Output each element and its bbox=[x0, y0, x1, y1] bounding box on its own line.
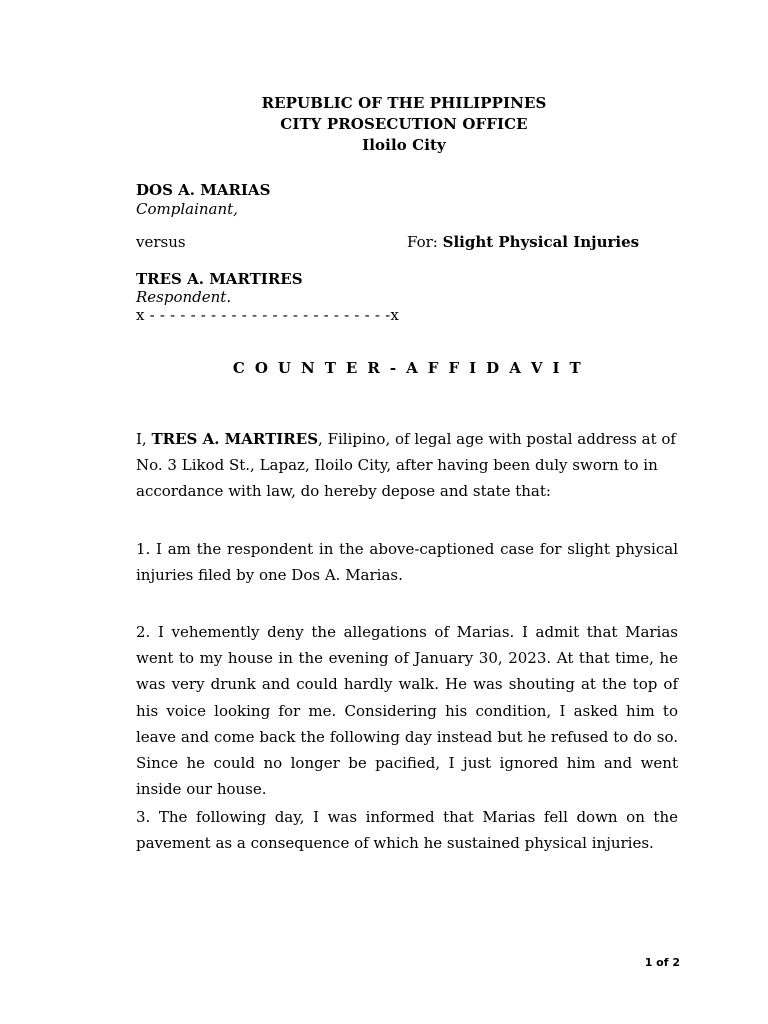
header-office: CITY PROSECUTION OFFICE bbox=[280, 115, 528, 133]
document-header bbox=[0, 93, 768, 156]
intro-paragraph bbox=[136, 426, 678, 505]
respondent-role: Respondent. bbox=[136, 288, 232, 306]
header-city: Iloilo City bbox=[362, 136, 446, 154]
caption-separator: x - - - - - - - - - - - - - - - - - - - - - - - -x bbox=[136, 306, 399, 324]
intro-prefix: I, bbox=[136, 430, 152, 448]
offense-line bbox=[407, 232, 639, 253]
offense-name: Slight Physical Injuries bbox=[442, 233, 640, 251]
intro-text: , Filipino, of legal age with postal address at of No. 3 Likod St., Lapaz, Iloilo City, after having been duly sworn to in accordance with law, do hereby depose and state that: bbox=[136, 430, 676, 501]
for-label: For: bbox=[407, 233, 443, 251]
paragraph-2: 2. I vehemently deny the allegations of Marias. I admit that Marias went to my house in the evening of January 30, 2023. At that time, he was very drunk and could hardly walk. He was shouting at the top of his voice looking for me. Considering his condition, I asked him to leave and come back the following day instead but he refused to do so. Since he could no longer be pacified, I just ignored him and went inside our house. bbox=[136, 623, 678, 799]
page-number: 1 of 2 bbox=[644, 956, 680, 969]
respondent-name: TRES A. MARTIRES bbox=[136, 270, 303, 288]
paragraph-3: 3. The following day, I was informed that Marias fell down on the pavement as a consequence of which he sustained physical injuries. bbox=[136, 808, 678, 853]
paragraph-1: 1. I am the respondent in the above-captioned case for slight physical injuries filed by one Dos A. Marias. bbox=[136, 540, 678, 585]
document-title: C O U N T E R - A F F I D A V I T bbox=[232, 359, 584, 377]
complainant-role: Complainant, bbox=[136, 200, 238, 218]
header-republic: REPUBLIC OF THE PHILIPPINES bbox=[261, 94, 547, 112]
complainant-name: DOS A. MARIAS bbox=[136, 181, 271, 199]
versus-label: versus bbox=[136, 233, 186, 251]
intro-affiant-name: TRES A. MARTIRES bbox=[151, 430, 319, 448]
